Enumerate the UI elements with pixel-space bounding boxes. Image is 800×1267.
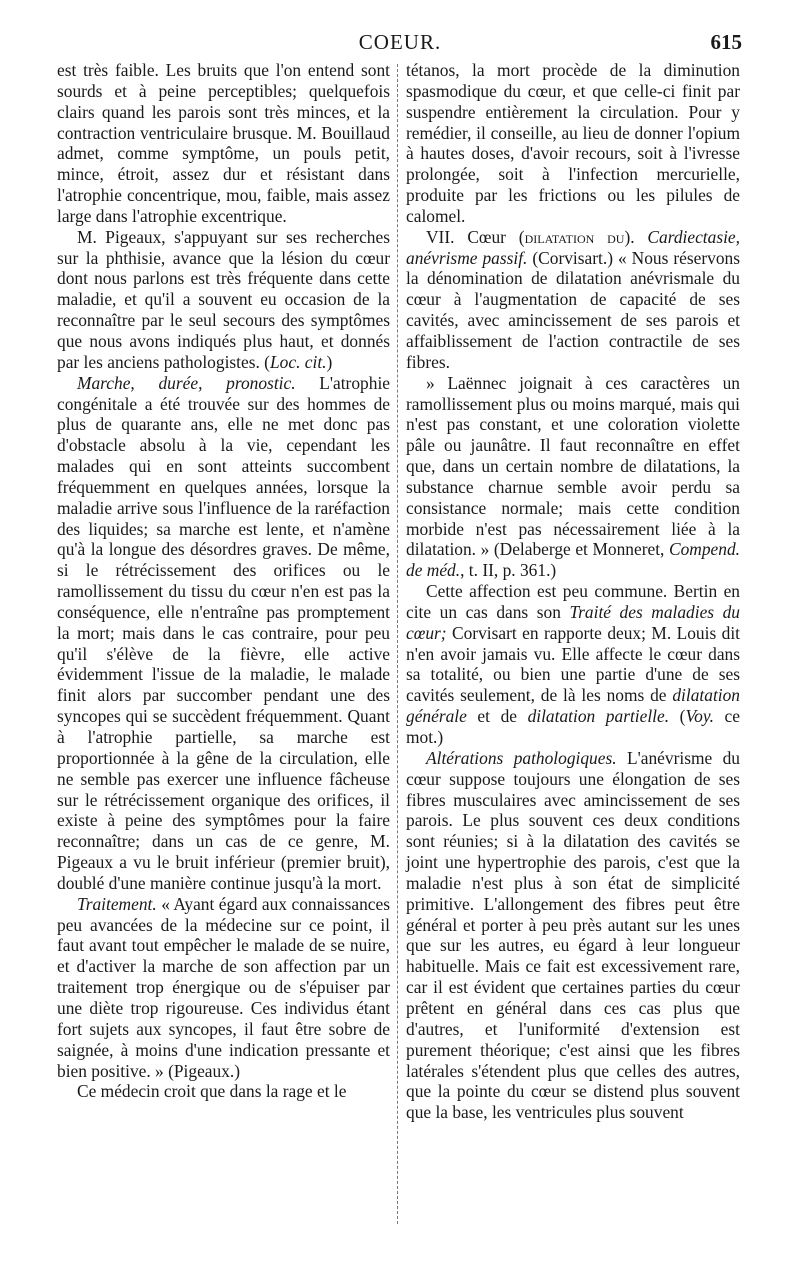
loc-cit-ref: Loc. cit. <box>269 351 327 372</box>
section-number: VII. Cœur <box>426 226 506 247</box>
paragraph-marche <box>57 373 390 894</box>
right-column <box>406 60 740 1123</box>
pigeaux-text: M. Pigeaux, s'appuyant sur ses recherches sur la phthisie, avance que la lésion du cœur dont nous parlons est très fréquente dans cette maladie, et qu'il a souvent eu occasion de la reconnaître par le seul secours des symptômes que nous avons indiqués plus haut, et donnés par les anciens pathologistes. ( <box>57 226 390 372</box>
section-synonyms: Cardiectasie, anévrisme passif. <box>406 226 740 268</box>
dilatation-generale-term: dilatation générale <box>406 685 740 727</box>
bertin-text-a: Cette affection est peu commune. Bertin en cite un cas dans son <box>406 581 740 622</box>
running-title: COEUR. <box>358 30 442 54</box>
traitement-heading: Traitement. <box>77 893 157 914</box>
pigeaux-close: ) <box>326 351 333 372</box>
paragraph-bertin <box>406 581 740 748</box>
paragraph-dilatation <box>406 227 740 373</box>
section-subtitle: (dilatation du). <box>518 226 635 247</box>
marche-heading: Marche, durée, pronostic. <box>77 372 296 393</box>
page-number: 615 <box>710 30 742 54</box>
marche-text: L'atrophie congénitale a été trouvée sur des hommes de plus de quarante ans, elle ne met donc pas d'obstacle absolu à la vie, cependant les malades qui en sont atteints succombent fréquemment en quelques années, lorsque la maladie arrive sous l'influence de la raréfaction des liquides; sa marche est lente, et n'amène qu'à la longue des désordres graves. De même, si le rétrécissement des orifices ou le ramollissement du tissu du cœur n'en est pas la conséquence, elle n'entraîne pas promptement la mort; mais dans le cas contraire, pour peu qu'il s'élève de la fièvre, elle active évidemment l'issue de la maladie, le malade finit alors par succomber pendant une des syncopes qui se succèdent fréquemment. Quant à l'atrophie partielle, sa marche est proportionnée à la gêne de la circulation, elle ne semble pas exercer une influence fâcheuse sur le rétrécissement organique des orifices, il existe à peine des symptômes pour la faire reconnaître; dans un cas de ce genre, M. Pigeaux a vu le bruit inférieur (premier bruit), doublé d'une manière continue jusqu'à la mort. <box>57 372 390 893</box>
voy-ref: Voy. <box>685 706 714 727</box>
bertin-text-e: ce mot.) <box>406 706 740 747</box>
dilatation-text: (Corvisart.) « Nous réservons la dénomination de dilatation anévrismale du cœur à l'augmentation de capacité de ses cavités, avec amincissement de ses parois et affaiblissement de l'action contractile de ses fibres. <box>406 247 740 372</box>
dilatation-partielle-term: dilatation partielle. <box>527 706 670 727</box>
laennec-text: » Laënnec joignait à ces caractères un ramollissement plus ou moins marqué, mais qui n'est pas constant, et une coloration violette pâle ou jaunâtre. Il faut reconnaître en effet que, dans un certain nombre de dilatations, la substance charnue semble avoir perdu sa consistance normale; mais cette condition morbide n'est pas nécessairement liée à la dilatation. » (Delaberge et Monneret, <box>406 372 740 560</box>
paragraph-alterations <box>406 748 740 1123</box>
paragraph-pigeaux <box>57 227 390 373</box>
traite-ref: Traité des maladies du cœur; <box>406 601 741 643</box>
page-header <box>0 30 800 56</box>
paragraph-laennec <box>406 373 740 581</box>
paragraph-traitement <box>57 894 390 1082</box>
compend-ref: Compend. de méd. <box>406 539 740 581</box>
bertin-text-c: et de <box>466 706 528 727</box>
alterations-heading: Altérations pathologiques. <box>426 747 617 768</box>
bertin-text-d: ( <box>669 706 686 727</box>
paragraph-tetanos: tétanos, la mort procède de la diminution spasmodique du cœur, et que celle-ci finit par suspendre entièrement la circulation. Pour y remédier, il conseille, au lieu de donner l'opium à hautes doses, d'avoir recours, soit à l'ivresse prolongée, soit à l'infection mercurielle, produite par les frictions ou les pilules de calomel. <box>406 60 740 226</box>
left-column <box>57 60 390 1102</box>
bertin-text-b: Corvisart en rapporte deux; M. Louis dit n'en avoir jamais vu. Elle affecte le cœur dans sa totalité, ou bien une partie d'une de ses cavités seulement, de là les noms de <box>406 622 740 706</box>
column-divider <box>397 64 398 1224</box>
traitement-text: « Ayant égard aux connaissances peu avancées de la médecine sur ce point, il faut avant tout empêcher le malade de se nuire, et d'activer la marche de son affection par un traitement trop énergique ou de s'épuiser par une diète trop rigoureuse. Ces individus étant fort sujets aux syncopes, il faut être sobre de saignée, à moins d'une indication pressante et bien positive. » (Pigeaux.) <box>57 893 390 1081</box>
compend-pages: , t. II, p. 361.) <box>460 560 557 581</box>
alterations-text: L'anévrisme du cœur suppose toujours une élongation de ses fibres musculaires avec amincissement de ses parois. Le plus souvent ces deux conditions sont réunies; si à la dilatation des cavités se joint une hypertrophie des parois, c'est que la maladie n'est plus à son état de simplicité primitive. L'allongement des fibres peut être général et porter à peu près autant sur les unes que sur les autres, eu égard à leur longueur habituelle. Mais ce fait est excessivement rare, car il est évident que certaines parties du cœur prêtent en général dans ces cas plus que d'autres, et l'uniformité d'extension est purement théorique; c'est ainsi que les fibres latérales s'étendent plus que celles des autres, que la pointe du cœur se distend plus souvent que la base, les ventricules plus souvent <box>406 747 741 1123</box>
paragraph-rage: Ce médecin croit que dans la rage et le <box>77 1081 347 1102</box>
paragraph-atrophy-symptoms: est très faible. Les bruits que l'on entend sont sourds et à peine perceptibles; quelquefois clairs quand les parois sont très minces, et la contraction ventriculaire brusque. M. Bouillaud admet, comme symptôme, un pouls petit, mince, étroit, assez dur et résistant dans l'atrophie concentrique, mou, faible, mais assez large dans l'atrophie excentrique. <box>57 60 390 226</box>
